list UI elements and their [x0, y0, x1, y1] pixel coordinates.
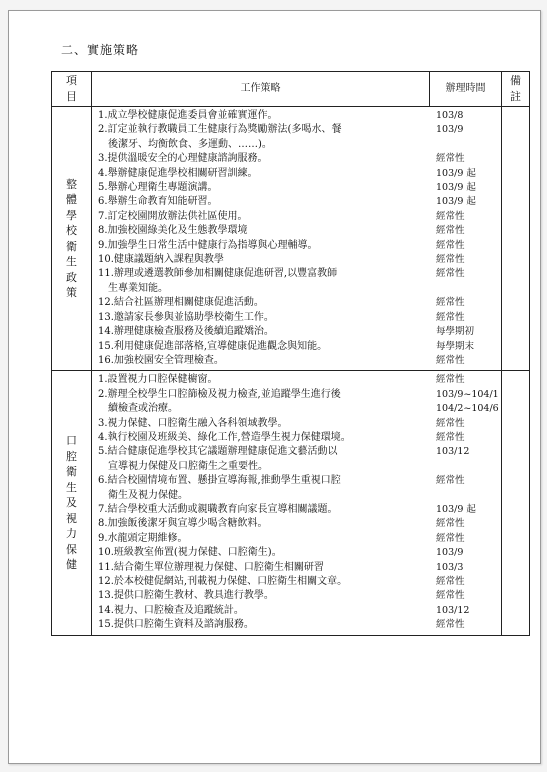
schedule-text: 每學期初 — [436, 326, 475, 338]
strategy-text: 15.利用健康促進部落格,宣導健康促進觀念與知能。 — [98, 340, 328, 352]
strategy-text: 1.設置視力口腔保健櫥窗。 — [98, 374, 218, 386]
strategy-text: 16.加強校園安全管理檢查。 — [98, 354, 224, 366]
strategy-text: 7.結合學校重大活動或親職教育向家長宣導相關議題。 — [98, 503, 338, 515]
schedule-text: 103/9 — [436, 547, 464, 559]
section-title: 口腔衛生及視力保健 — [52, 371, 92, 635]
list-item — [98, 604, 497, 618]
list-item — [98, 589, 497, 603]
schedule-text: 經常性 — [436, 354, 465, 366]
schedule-text: 經常性 — [436, 311, 465, 323]
strategy-text: 4.舉辦健康促進學校相關研習訓練。 — [98, 167, 258, 179]
schedule-text: 經常性 — [436, 431, 465, 443]
strategy-text: 8.加強校園綠美化及生態教學環境 — [98, 225, 248, 237]
list-item — [98, 224, 497, 238]
schedule-text: 103/9 起 — [436, 503, 476, 515]
note-cell — [502, 107, 530, 371]
schedule-text: 經常性 — [436, 475, 465, 487]
list-item — [98, 181, 497, 195]
schedule-text: 103/9~104/1 104/2~104/6 — [436, 388, 499, 415]
section-row — [52, 371, 530, 635]
strategy-text: 2.辦理全校學生口腔篩檢及視力檢查,並追蹤學生進行後 續檢查或治療。 — [98, 388, 341, 415]
list-item — [98, 239, 497, 253]
header-row — [52, 72, 530, 107]
schedule-text: 經常性 — [436, 254, 465, 266]
schedule-text: 103/9 起 — [436, 167, 476, 179]
strategy-text: 13.邀請家長參與並協助學校衛生工作。 — [98, 311, 274, 323]
schedule-text: 經常性 — [436, 374, 465, 386]
schedule-text: 經常性 — [436, 417, 465, 429]
header-note: 備註 — [502, 72, 530, 107]
list-item — [98, 517, 497, 531]
strategy-text: 9.水龍頭定期維修。 — [98, 532, 188, 544]
schedule-text: 103/9 — [436, 124, 464, 136]
schedule-text: 103/9 起 — [436, 182, 476, 194]
list-item — [98, 431, 497, 445]
list-item — [98, 354, 497, 368]
strategy-text: 3.視力保健、口腔衛生融入各科領域教學。 — [98, 417, 288, 429]
strategy-text: 11.辦理或遴選教師參加相關健康促進研習,以豐富教師 生專業知能。 — [98, 268, 338, 294]
section-heading: 二、實施策略 — [61, 43, 140, 57]
list-item — [98, 532, 497, 546]
schedule-text: 經常性 — [436, 518, 465, 530]
strategy-text: 9.加強學生日常生活中健康行為指導與心理輔導。 — [98, 239, 318, 251]
strategy-text: 2.訂定並執行教職員工生健康行為獎勵辦法(多喝水、餐 後潔牙、均衡飲食、多運動、……)。 — [98, 124, 342, 150]
strategy-text: 1.成立學校健康促進委員會並確實運作。 — [98, 110, 278, 121]
strategy-table — [51, 71, 530, 636]
list-item — [98, 388, 497, 417]
schedule-text: 103/12 — [436, 446, 470, 458]
list-item — [98, 445, 497, 474]
schedule-text: 103/12 — [436, 604, 470, 616]
list-item — [98, 325, 497, 339]
schedule-text: 經常性 — [436, 619, 465, 631]
strategy-text: 11.結合衛生單位辦理視力保健、口腔衛生相關研習 — [98, 561, 324, 573]
list-item — [98, 618, 497, 632]
strategy-text: 10.班級教室佈置(視力保健、口腔衛生)。 — [98, 547, 282, 559]
strategy-text: 14.視力、口腔檢查及追蹤統計。 — [98, 604, 244, 616]
strategy-text: 6.結合校園情境布置、懸掛宣導海報,推動學生重視口腔 衛生及視力保健。 — [98, 475, 341, 501]
document-page — [8, 10, 541, 764]
schedule-text: 103/9 起 — [436, 196, 476, 208]
strategy-text: 13.提供口腔衛生教材、教具進行教學。 — [98, 590, 274, 602]
strategy-text: 3.提供溫暖安全的心理健康諮詢服務。 — [98, 153, 268, 165]
list-item — [98, 267, 497, 296]
list-item — [98, 195, 497, 209]
list-item — [98, 340, 497, 354]
strategy-text: 4.執行校園及班級美、綠化工作,營造學生視力保健環境。 — [98, 431, 351, 443]
list-item — [98, 373, 497, 387]
strategy-text: 12.結合社區辦理相關健康促進活動。 — [98, 297, 264, 309]
strategy-text: 5.舉辦心理衛生專題演講。 — [98, 182, 218, 194]
list-item — [98, 575, 497, 589]
schedule-text: 經常性 — [436, 532, 465, 544]
section-items — [92, 371, 502, 635]
section-title: 整體學校衛生政策 — [52, 107, 92, 371]
strategy-text: 8.加強飯後潔牙與宣導少喝含糖飲料。 — [98, 518, 268, 530]
schedule-text: 103/8 — [436, 110, 464, 121]
header-strategy: 工作策略 — [92, 72, 430, 107]
list-item — [98, 109, 497, 123]
strategy-text: 7.訂定校園開放辦法供社區使用。 — [98, 210, 248, 222]
header-item: 項目 — [52, 72, 92, 107]
strategy-text: 12.於本校健促網站,刊載視力保健、口腔衛生相關文章。 — [98, 576, 348, 587]
list-item — [98, 167, 497, 181]
strategy-text: 5.結合健康促進學校其它議題辦理健康促進文藝活動以 宣導視力保健及口腔衛生之重要性。 — [98, 446, 338, 472]
schedule-text: 經常性 — [436, 210, 465, 222]
section-row — [52, 107, 530, 371]
list-item — [98, 474, 497, 503]
strategy-text: 6.舉辦生命教育知能研習。 — [98, 196, 218, 208]
schedule-text: 經常性 — [436, 153, 465, 165]
schedule-text: 經常性 — [436, 225, 465, 237]
list-item — [98, 311, 497, 325]
note-cell — [502, 371, 530, 635]
strategy-text: 10.健康議題納入課程與教學 — [98, 254, 224, 266]
strategy-text: 15.提供口腔衛生資料及諮詢服務。 — [98, 619, 254, 631]
schedule-text: 經常性 — [436, 268, 465, 280]
schedule-text: 經常性 — [436, 239, 465, 251]
list-item — [98, 503, 497, 517]
section-items — [92, 107, 502, 371]
schedule-text: 經常性 — [436, 297, 465, 309]
header-time: 辦理時間 — [430, 72, 502, 107]
schedule-text: 經常性 — [436, 576, 465, 587]
list-item — [98, 123, 497, 152]
strategy-text: 14.辦理健康檢查服務及後續追蹤矯治。 — [98, 326, 274, 338]
list-item — [98, 253, 497, 267]
list-item — [98, 417, 497, 431]
schedule-text: 經常性 — [436, 590, 465, 602]
schedule-text: 每學期末 — [436, 340, 475, 352]
list-item — [98, 210, 497, 224]
list-item — [98, 561, 497, 575]
list-item — [98, 296, 497, 310]
schedule-text: 103/3 — [436, 561, 464, 573]
list-item — [98, 546, 497, 560]
list-item — [98, 152, 497, 166]
